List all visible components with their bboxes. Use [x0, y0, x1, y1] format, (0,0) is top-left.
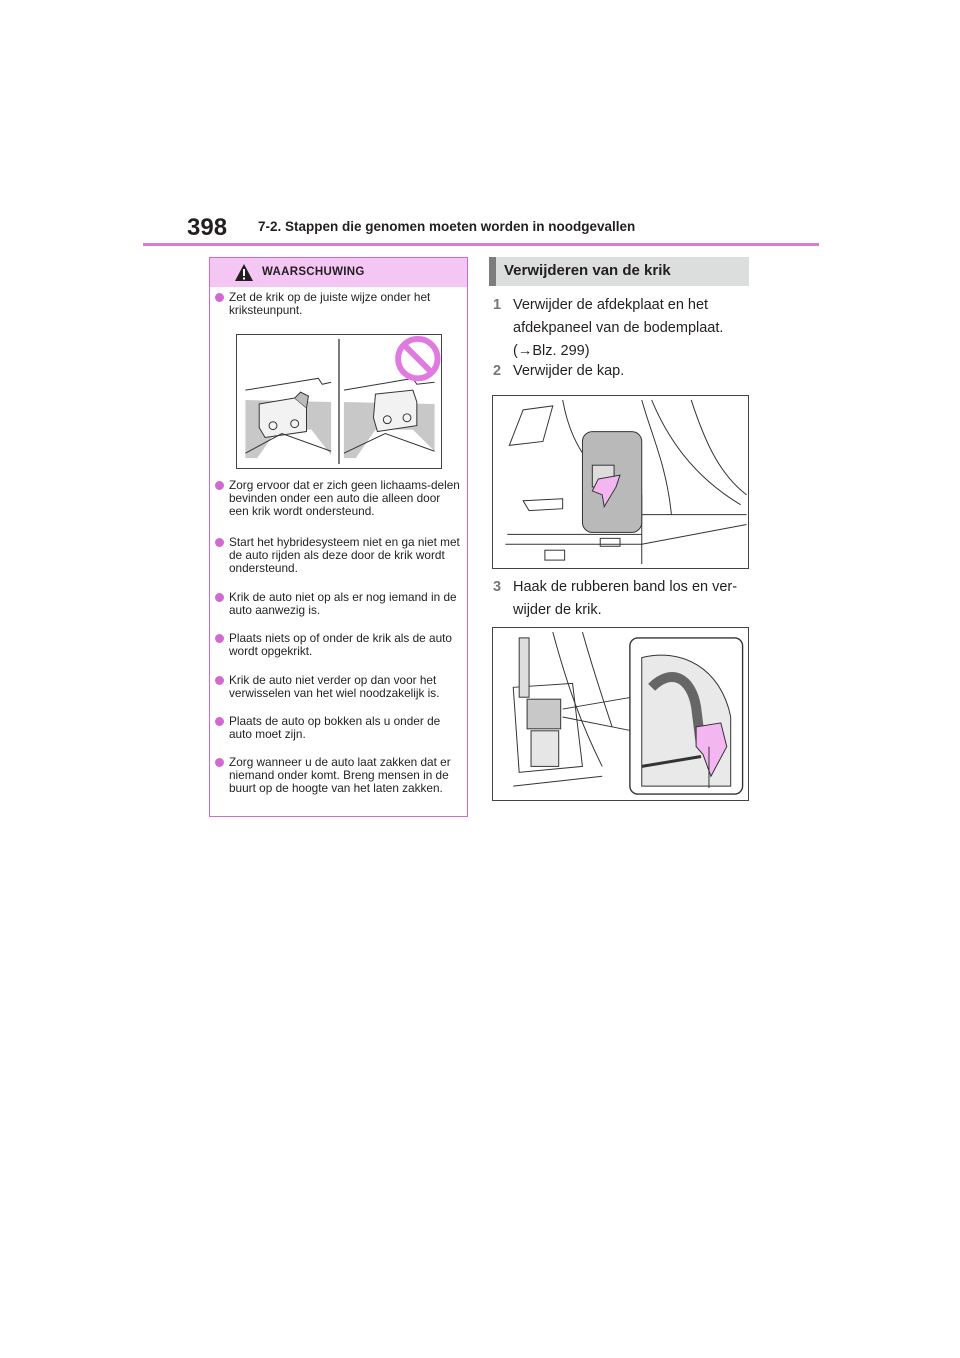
header-rule — [143, 243, 819, 246]
warning-item: Plaats de auto op bokken als u onder de auto moet zijn. — [215, 715, 461, 741]
bullet-icon — [215, 293, 224, 302]
step-2: 2 Verwijder de kap. — [493, 363, 625, 379]
jack-placement-illustration — [236, 334, 442, 469]
bullet-icon — [215, 758, 224, 767]
bullet-icon — [215, 538, 224, 547]
page-number: 398 — [187, 214, 228, 241]
warning-header — [210, 258, 467, 287]
warning-title: WAARSCHUWING — [262, 266, 365, 278]
warning-item: Krik de auto niet verder op dan voor het verwisselen van het wiel noodzakelijk is. — [215, 674, 461, 700]
warning-item: Plaats niets op of onder de krik als de auto wordt opgekrikt. — [215, 632, 461, 658]
remove-jack-illustration — [492, 627, 749, 801]
section-heading: Verwijderen van de krik — [489, 257, 749, 286]
bullet-icon — [215, 481, 224, 490]
warning-item: Start het hybridesysteem niet en ga niet met de auto rijden als deze door de krik wordt ondersteund. — [215, 536, 461, 575]
warning-triangle-icon — [234, 263, 254, 282]
section-title: 7-2. Stappen die genomen moeten worden in noodgevallen — [258, 219, 636, 234]
warning-box — [209, 257, 468, 817]
remove-cover-illustration — [492, 395, 749, 569]
step-3: 3 Haak de rubberen band los en ver- wijder de krik. — [493, 579, 738, 618]
bullet-icon — [215, 634, 224, 643]
warning-item: Krik de auto niet op als er nog iemand in de auto aanwezig is. — [215, 591, 461, 617]
bullet-icon — [215, 593, 224, 602]
warning-item: Zet de krik op de juiste wijze onder het kriksteunpunt. — [215, 291, 461, 317]
bullet-icon — [215, 676, 224, 685]
warning-item: Zorg ervoor dat er zich geen lichaams-delen bevinden onder een auto die alleen door een krik wordt ondersteund. — [215, 479, 461, 518]
bullet-icon — [215, 717, 224, 726]
warning-item: Zorg wanneer u de auto laat zakken dat er niemand onder komt. Breng mensen in de buurt op de hoogte van het laten zakken. — [215, 756, 461, 795]
step-1: 1 Verwijder de afdekplaat en het afdekpaneel van de bodemplaat. (→Blz. 299) — [493, 297, 724, 359]
